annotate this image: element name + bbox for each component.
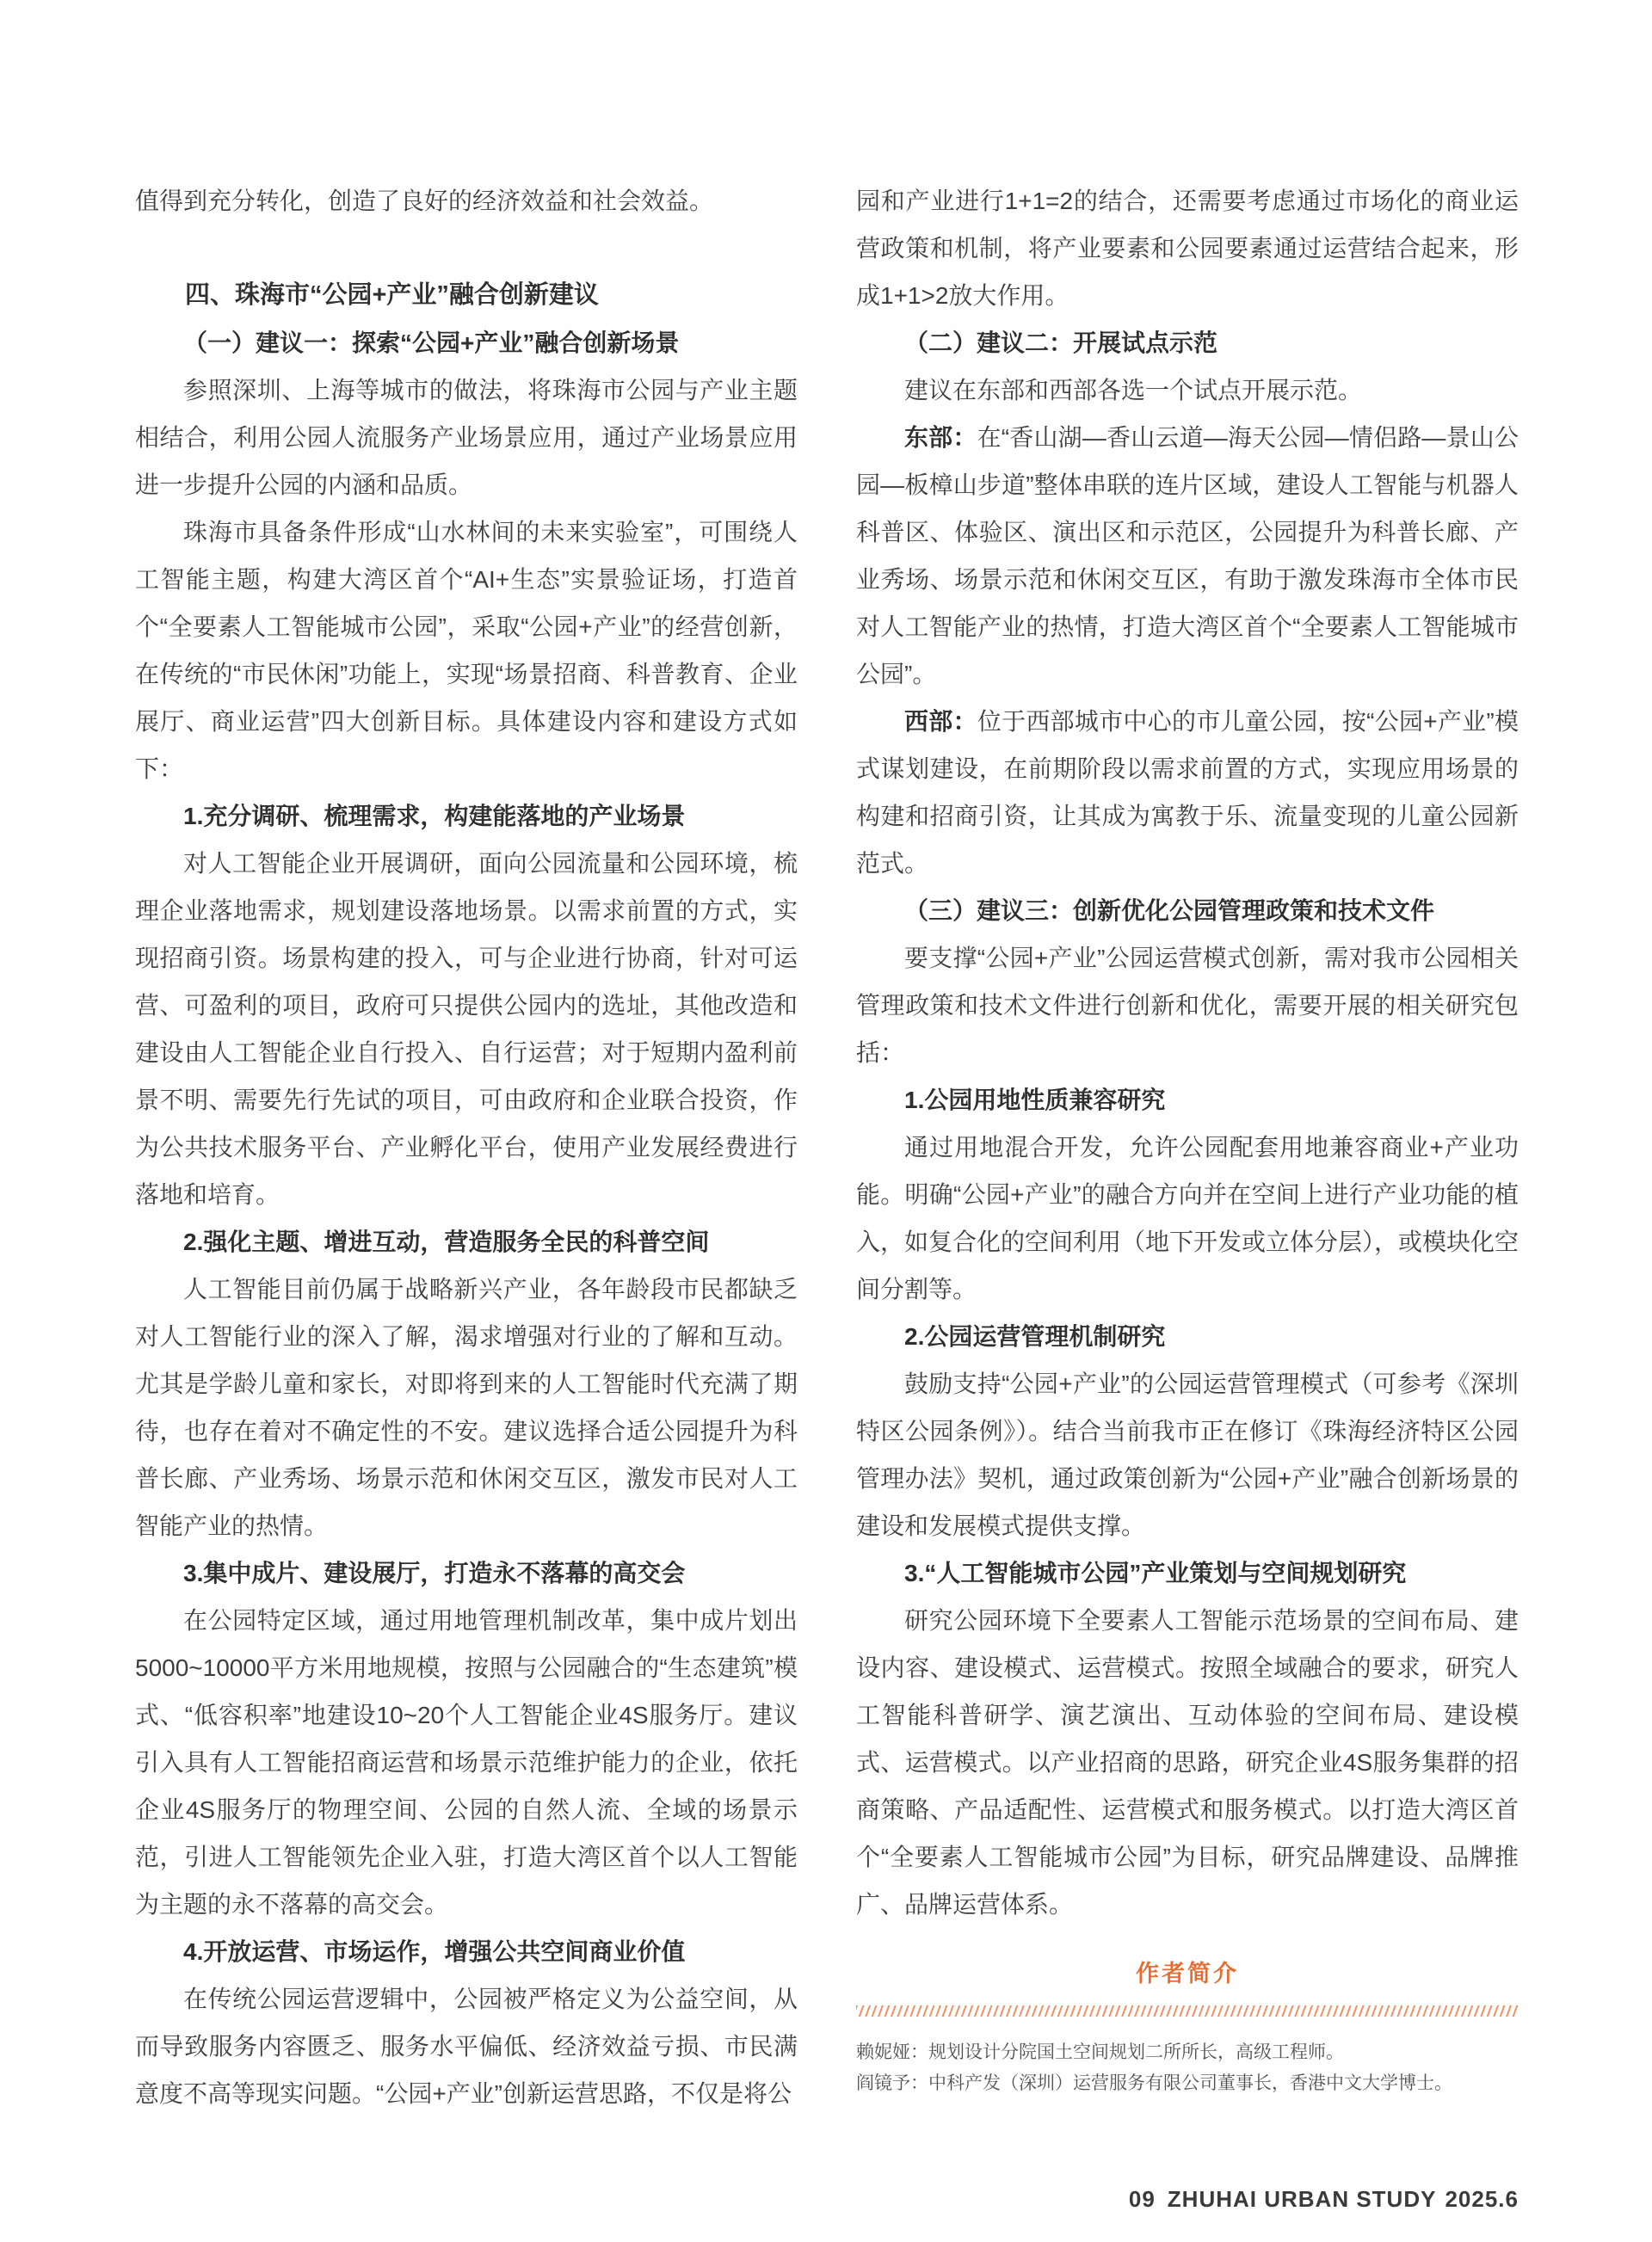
right-column <box>856 177 1519 2117</box>
numbered-heading: 1.充分调研、梳理需求，构建能落地的产业场景 <box>183 803 686 829</box>
paragraph: 参照深圳、上海等城市的做法，将珠海市公园与产业主题相结合，利用公园人流服务产业场景应用，通过产业场景应用进一步提升公园的内涵和品质。 <box>135 377 798 498</box>
section-heading: 四、珠海市“公园+产业”融合创新建议 <box>185 281 599 309</box>
left-column <box>135 177 798 2117</box>
hatch-divider <box>856 2005 1519 2017</box>
paragraph: 通过用地混合开发，允许公园配套用地兼容商业+产业功能。明确“公园+产业”的融合方向并在空间上进行产业功能的植入，如复合化的空间利用（地下开发或立体分层），或模块化空间分割等。 <box>856 1134 1519 1303</box>
author-section <box>856 1956 1519 2099</box>
paragraph: 建议在东部和西部各选一个试点开展示范。 <box>904 377 1363 403</box>
numbered-heading: 4.开放运营、市场运作，增强公共空间商业价值 <box>183 1938 686 1965</box>
paragraph: 对人工智能企业开展调研，面向公园流量和公园环境，梳理企业落地需求，规划建设落地场景。以需求前置的方式，实现招商引资。场景构建的投入，可与企业进行协商，针对可运营、可盈利的项目，政府可只提供公园内的选址，其他改造和建设由人工智能企业自行投入、自行运营；对于短期内盈利前景不明、需要先行先试的项目，可由政府和企业联合投资，作为公共技术服务平台、产业孵化平台，使用产业发展经费进行落地和培育。 <box>135 850 798 1208</box>
author-section-title: 作者简介 <box>1136 1961 1239 1986</box>
numbered-heading: 3.集中成片、建设展厅，打造永不落幕的高交会 <box>183 1560 686 1586</box>
paragraph: 研究公园环境下全要素人工智能示范场景的空间布局、建设内容、建设模式、运营模式。按照全域融合的要求，研究人工智能科普研学、演艺演出、互动体验的空间布局、建设模式、运营模式。以产业招商的思路，研究企业4S服务集群的招商策略、产品适配性、运营模式和服务模式。以打造大湾区首个“全要素人工智能城市公园”为目标，研究品牌建设、品牌推广、品牌运营体系。 <box>856 1607 1519 1918</box>
paragraph: 在公园特定区域，通过用地管理机制改革，集中成片划出5000~10000平方米用地规模，按照与公园融合的“生态建筑”模式、“低容积率”地建设10~20个人工智能企业4S服务厅。建议引入具有人工智能招商运营和场景示范维护能力的企业，依托企业4S服务厅的物理空间、公园的自然人流、全域的场景示范，引进人工智能领先企业入驻，打造大湾区首个以人工智能为主题的永不落幕的高交会。 <box>135 1607 798 1918</box>
bold-lead: 西部： <box>904 708 977 735</box>
numbered-heading: 2.强化主题、增进互动，营造服务全民的科普空间 <box>183 1229 710 1255</box>
journal-name: ZHUHAI URBAN STUDY <box>1167 2186 1437 2212</box>
paragraph: 人工智能目前仍属于战略新兴产业，各年龄段市民都缺乏对人工智能行业的深入了解，渴求增强对行业的了解和互动。尤其是学龄儿童和家长，对即将到来的人工智能时代充满了期待，也存在着对不确定性的不安。建议选择合适公园提升为科普长廊、产业秀场、场景示范和休闲交互区，激发市民对人工智能产业的热情。 <box>135 1276 798 1539</box>
sub-heading: （一）建议一：探索“公园+产业”融合创新场景 <box>183 330 680 356</box>
two-column-layout <box>135 177 1519 2117</box>
paragraph: 值得到充分转化，创造了良好的经济效益和社会效益。 <box>135 188 714 214</box>
paragraph: 东部：在“香山湖—香山云道—海天公园—情侣路—景山公园—板樟山步道”整体串联的连片区域，建设人工智能与机器人科普区、体验区、演出区和示范区，公园提升为科普长廊、产业秀场、场景示范和休闲交互区，有助于激发珠海市全体市民对人工智能产业的热情，打造大湾区首个“全要素人工智能城市公园”。 <box>856 424 1519 687</box>
paragraph: 要支撑“公园+产业”公园运营模式创新，需对我市公园相关管理政策和技术文件进行创新和优化，需要开展的相关研究包括： <box>856 945 1519 1066</box>
page-number: 09 <box>1128 2186 1156 2212</box>
paragraph: 鼓励支持“公园+产业”的公园运营管理模式（可参考《深圳特区公园条例》）。结合当前我市正在修订《珠海经济特区公园管理办法》契机，通过政策创新为“公园+产业”融合创新场景的建设和发展模式提供支撑。 <box>856 1370 1519 1539</box>
paragraph: 珠海市具备条件形成“山水林间的未来实验室”，可围绕人工智能主题，构建大湾区首个“AI+生态”实景验证场，打造首个“全要素人工智能城市公园”，采取“公园+产业”的经营创新，在传统的“市民休闲”功能上，实现“场景招商、科普教育、企业展厅、商业运营”四大创新目标。具体建设内容和建设方式如下： <box>135 519 798 782</box>
author-bio: 阎镜予：中科产发（深圳）运营服务有限公司董事长，香港中文大学博士。 <box>856 2073 1452 2093</box>
issue-number: 2025.6 <box>1445 2186 1519 2212</box>
numbered-heading: 2.公园运营管理机制研究 <box>904 1323 1166 1350</box>
numbered-heading: 1.公园用地性质兼容研究 <box>904 1087 1166 1113</box>
numbered-heading: 3.“人工智能城市公园”产业策划与空间规划研究 <box>904 1560 1407 1586</box>
bold-lead: 东部： <box>904 424 977 451</box>
sub-heading: （三）建议三：创新优化公园管理政策和技术文件 <box>904 897 1435 924</box>
sub-heading: （二）建议二：开展试点示范 <box>904 330 1218 356</box>
paragraph: 园和产业进行1+1=2的结合，还需要考虑通过市场化的商业运营政策和机制，将产业要素和公园要素通过运营结合起来，形成1+1>2放大作用。 <box>856 188 1519 309</box>
page-footer <box>1129 2186 1519 2213</box>
right-column-text <box>856 177 1519 1928</box>
paragraph: 西部：位于西部城市中心的市儿童公园，按“公园+产业”模式谋划建设，在前期阶段以需求前置的方式，实现应用场景的构建和招商引资，让其成为寓教于乐、流量变现的儿童公园新范式。 <box>856 708 1519 877</box>
paragraph: 在传统公园运营逻辑中，公园被严格定义为公益空间，从而导致服务内容匮乏、服务水平偏低、经济效益亏损、市民满意度不高等现实问题。“公园+产业”创新运营思路，不仅是将公 <box>135 1986 798 2107</box>
author-bio: 赖妮娅：规划设计分院国土空间规划二所所长，高级工程师。 <box>856 2042 1344 2062</box>
author-bios <box>856 2037 1519 2099</box>
